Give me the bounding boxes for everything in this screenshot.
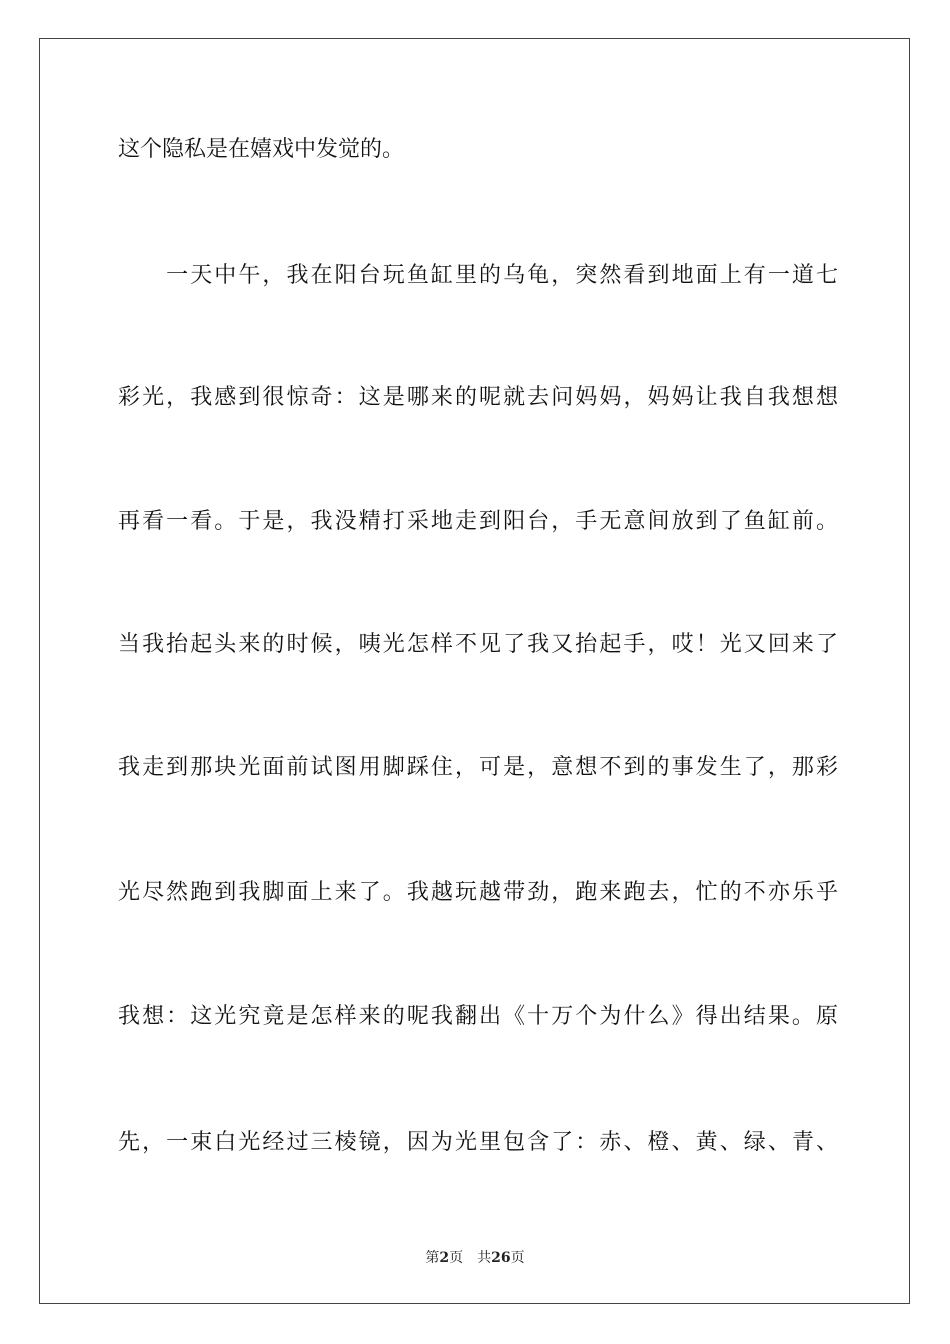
- text-line-5: 当我抬起头来的时候，咦光怎样不见了我又抬起手，哎！光又回来了: [118, 632, 838, 657]
- text-line-1: 这个隐私是在嬉戏中发觉的。: [118, 137, 405, 162]
- text-line-8: 我想：这光究竟是怎样来的呢我翻出《十万个为什么》得出结果。原: [118, 1004, 838, 1029]
- page-border: [39, 38, 910, 1304]
- page-number: 2: [439, 1250, 450, 1266]
- page-label-prefix: 第: [425, 1250, 440, 1266]
- page-label-suffix: 页: [449, 1250, 464, 1266]
- text-line-9: 先，一束白光经过三棱镜，因为光里包含了：赤、橙、黄、绿、青、: [118, 1130, 838, 1155]
- total-label-prefix: 共: [477, 1250, 492, 1266]
- text-line-2: 一天中午，我在阳台玩鱼缸里的乌龟，突然看到地面上有一道七: [118, 263, 838, 288]
- total-pages: 26: [491, 1250, 511, 1266]
- text-line-7: 光尽然跑到我脚面上来了。我越玩越带劲，跑来跑去，忙的不亦乐乎: [118, 880, 838, 905]
- text-line-6: 我走到那块光面前试图用脚踩住，可是，意想不到的事发生了，那彩: [118, 755, 838, 780]
- text-line-4: 再看一看。于是，我没精打采地走到阳台，手无意间放到了鱼缸前。: [118, 509, 838, 534]
- page-footer: [0, 1249, 950, 1267]
- text-line-3: 彩光，我感到很惊奇：这是哪来的呢就去问妈妈，妈妈让我自我想想: [118, 385, 838, 410]
- total-label-suffix: 页: [510, 1250, 525, 1266]
